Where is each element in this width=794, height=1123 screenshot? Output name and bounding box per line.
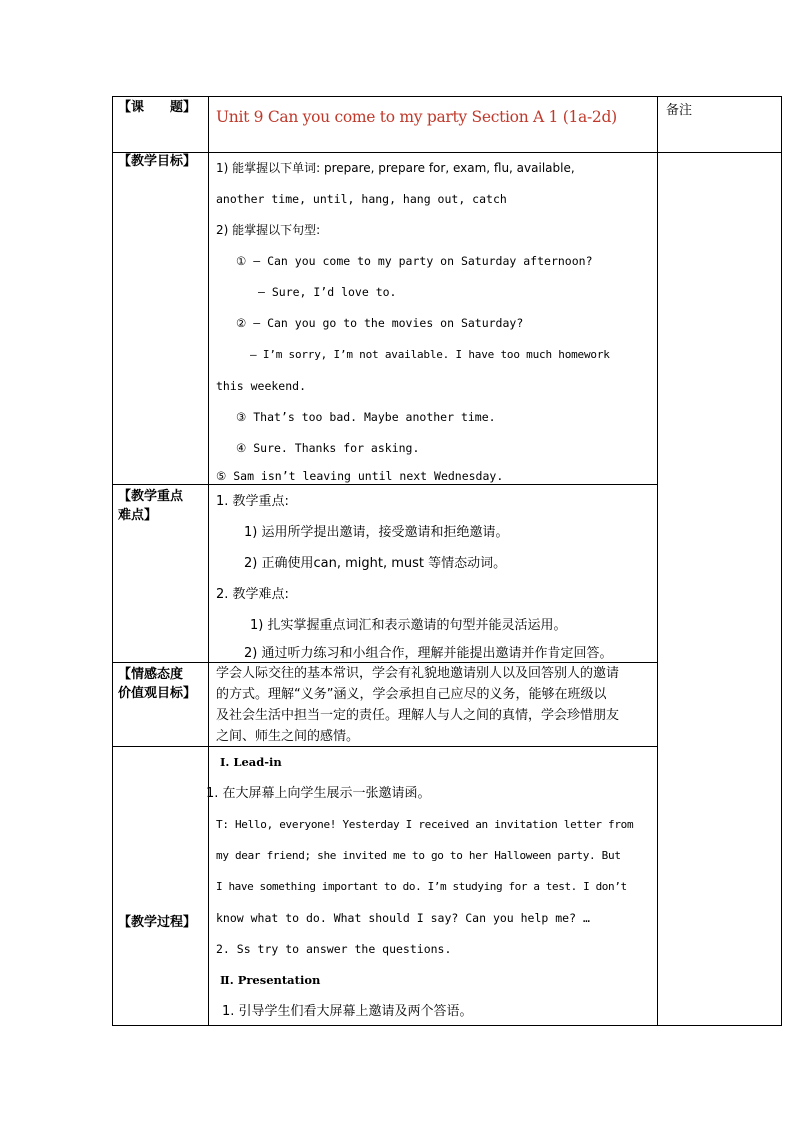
objective-line: ④ Sure. Thanks for asking.	[236, 441, 420, 455]
key-point-line: 2) 正确使用can, might, must 等情态动词。	[244, 556, 507, 571]
table-border-left	[112, 96, 113, 1026]
table-border-top	[112, 96, 782, 97]
table-border-right	[781, 96, 782, 1026]
process-line: 1. 在大屏幕上向学生展示一张邀请函。	[206, 786, 431, 801]
process-section-heading: Ⅱ. Presentation	[220, 973, 321, 987]
key-points-label	[118, 487, 183, 525]
process-line: know what to do. What should I say? Can you help me? …	[216, 911, 590, 925]
objective-line: 1) 能掌握以下单词: prepare, prepare for, exam, flu, available,	[216, 161, 575, 175]
objective-line: ① — Can you come to my party on Saturday afternoon?	[236, 254, 593, 268]
topic-label: 【课 题】	[118, 100, 197, 115]
process-section-heading: Ⅰ. Lead-in	[220, 755, 282, 769]
objective-line: ③ That’s too bad. Maybe another time.	[236, 410, 496, 424]
process-line: 2. Ss try to answer the questions.	[216, 942, 452, 956]
attitude-label	[118, 665, 196, 703]
objective-line: this weekend.	[216, 379, 307, 393]
process-line: my dear friend; she invited me to go to her Halloween party. But	[216, 849, 621, 862]
attitude-label-line: 【情感态度	[118, 667, 184, 682]
table-column-divider	[208, 96, 209, 1026]
lesson-title: Unit 9 Can you come to my party Section A 1 (1a-2d)	[216, 108, 617, 126]
process-line: T: Hello, everyone! Yesterday I received an invitation letter from	[216, 818, 634, 831]
key-point-line: 2. 教学难点:	[216, 587, 289, 602]
attitude-label-line: 价值观目标】	[118, 686, 197, 701]
objective-line: another time, until, hang, hang out, catch	[216, 192, 507, 206]
objective-line: 2) 能掌握以下句型:	[216, 223, 321, 237]
key-point-line: 1. 教学重点:	[216, 494, 289, 509]
attitude-line: 学会人际交往的基本常识，学会有礼貌地邀请别人以及回答别人的邀请	[216, 666, 620, 681]
key-points-label-line: 难点】	[118, 508, 158, 523]
key-points-label-line: 【教学重点	[118, 489, 184, 504]
table-column-divider	[657, 96, 658, 1026]
attitude-line: 之间、师生之间的感情。	[216, 729, 360, 744]
key-point-line: 2) 通过听力练习和小组合作，理解并能提出邀请并作肯定回答。	[244, 646, 613, 661]
objective-line: ⑤ Sam isn’t leaving until next Wednesday.	[216, 469, 504, 483]
objectives-label: 【教学目标】	[118, 154, 197, 169]
notes-label: 备注	[666, 103, 693, 118]
table-row-divider	[112, 152, 782, 153]
objective-line: ② — Can you go to the movies on Saturday?	[236, 316, 524, 330]
table-row-divider	[112, 746, 658, 747]
attitude-line: 及社会生活中担当一定的责任。理解人与人之间的真情，学会珍惜朋友	[216, 708, 620, 723]
process-label: 【教学过程】	[118, 915, 197, 930]
objective-line: — I’m sorry, I’m not available. I have too much homework	[250, 348, 610, 361]
attitude-line: 的方式。理解“义务”涵义，学会承担自己应尽的义务，能够在班级以	[216, 687, 607, 702]
key-point-line: 1) 扎实掌握重点词汇和表示邀请的句型并能灵活运用。	[250, 618, 567, 633]
table-border-bottom	[112, 1025, 782, 1026]
objective-line: — Sure, I’d love to.	[258, 285, 397, 299]
key-point-line: 1) 运用所学提出邀请，接受邀请和拒绝邀请。	[244, 525, 509, 540]
process-line: 1. 引导学生们看大屏幕上邀请及两个答语。	[222, 1004, 473, 1019]
table-row-divider	[112, 484, 658, 485]
process-line: I have something important to do. I’m studying for a test. I don’t	[216, 880, 627, 893]
